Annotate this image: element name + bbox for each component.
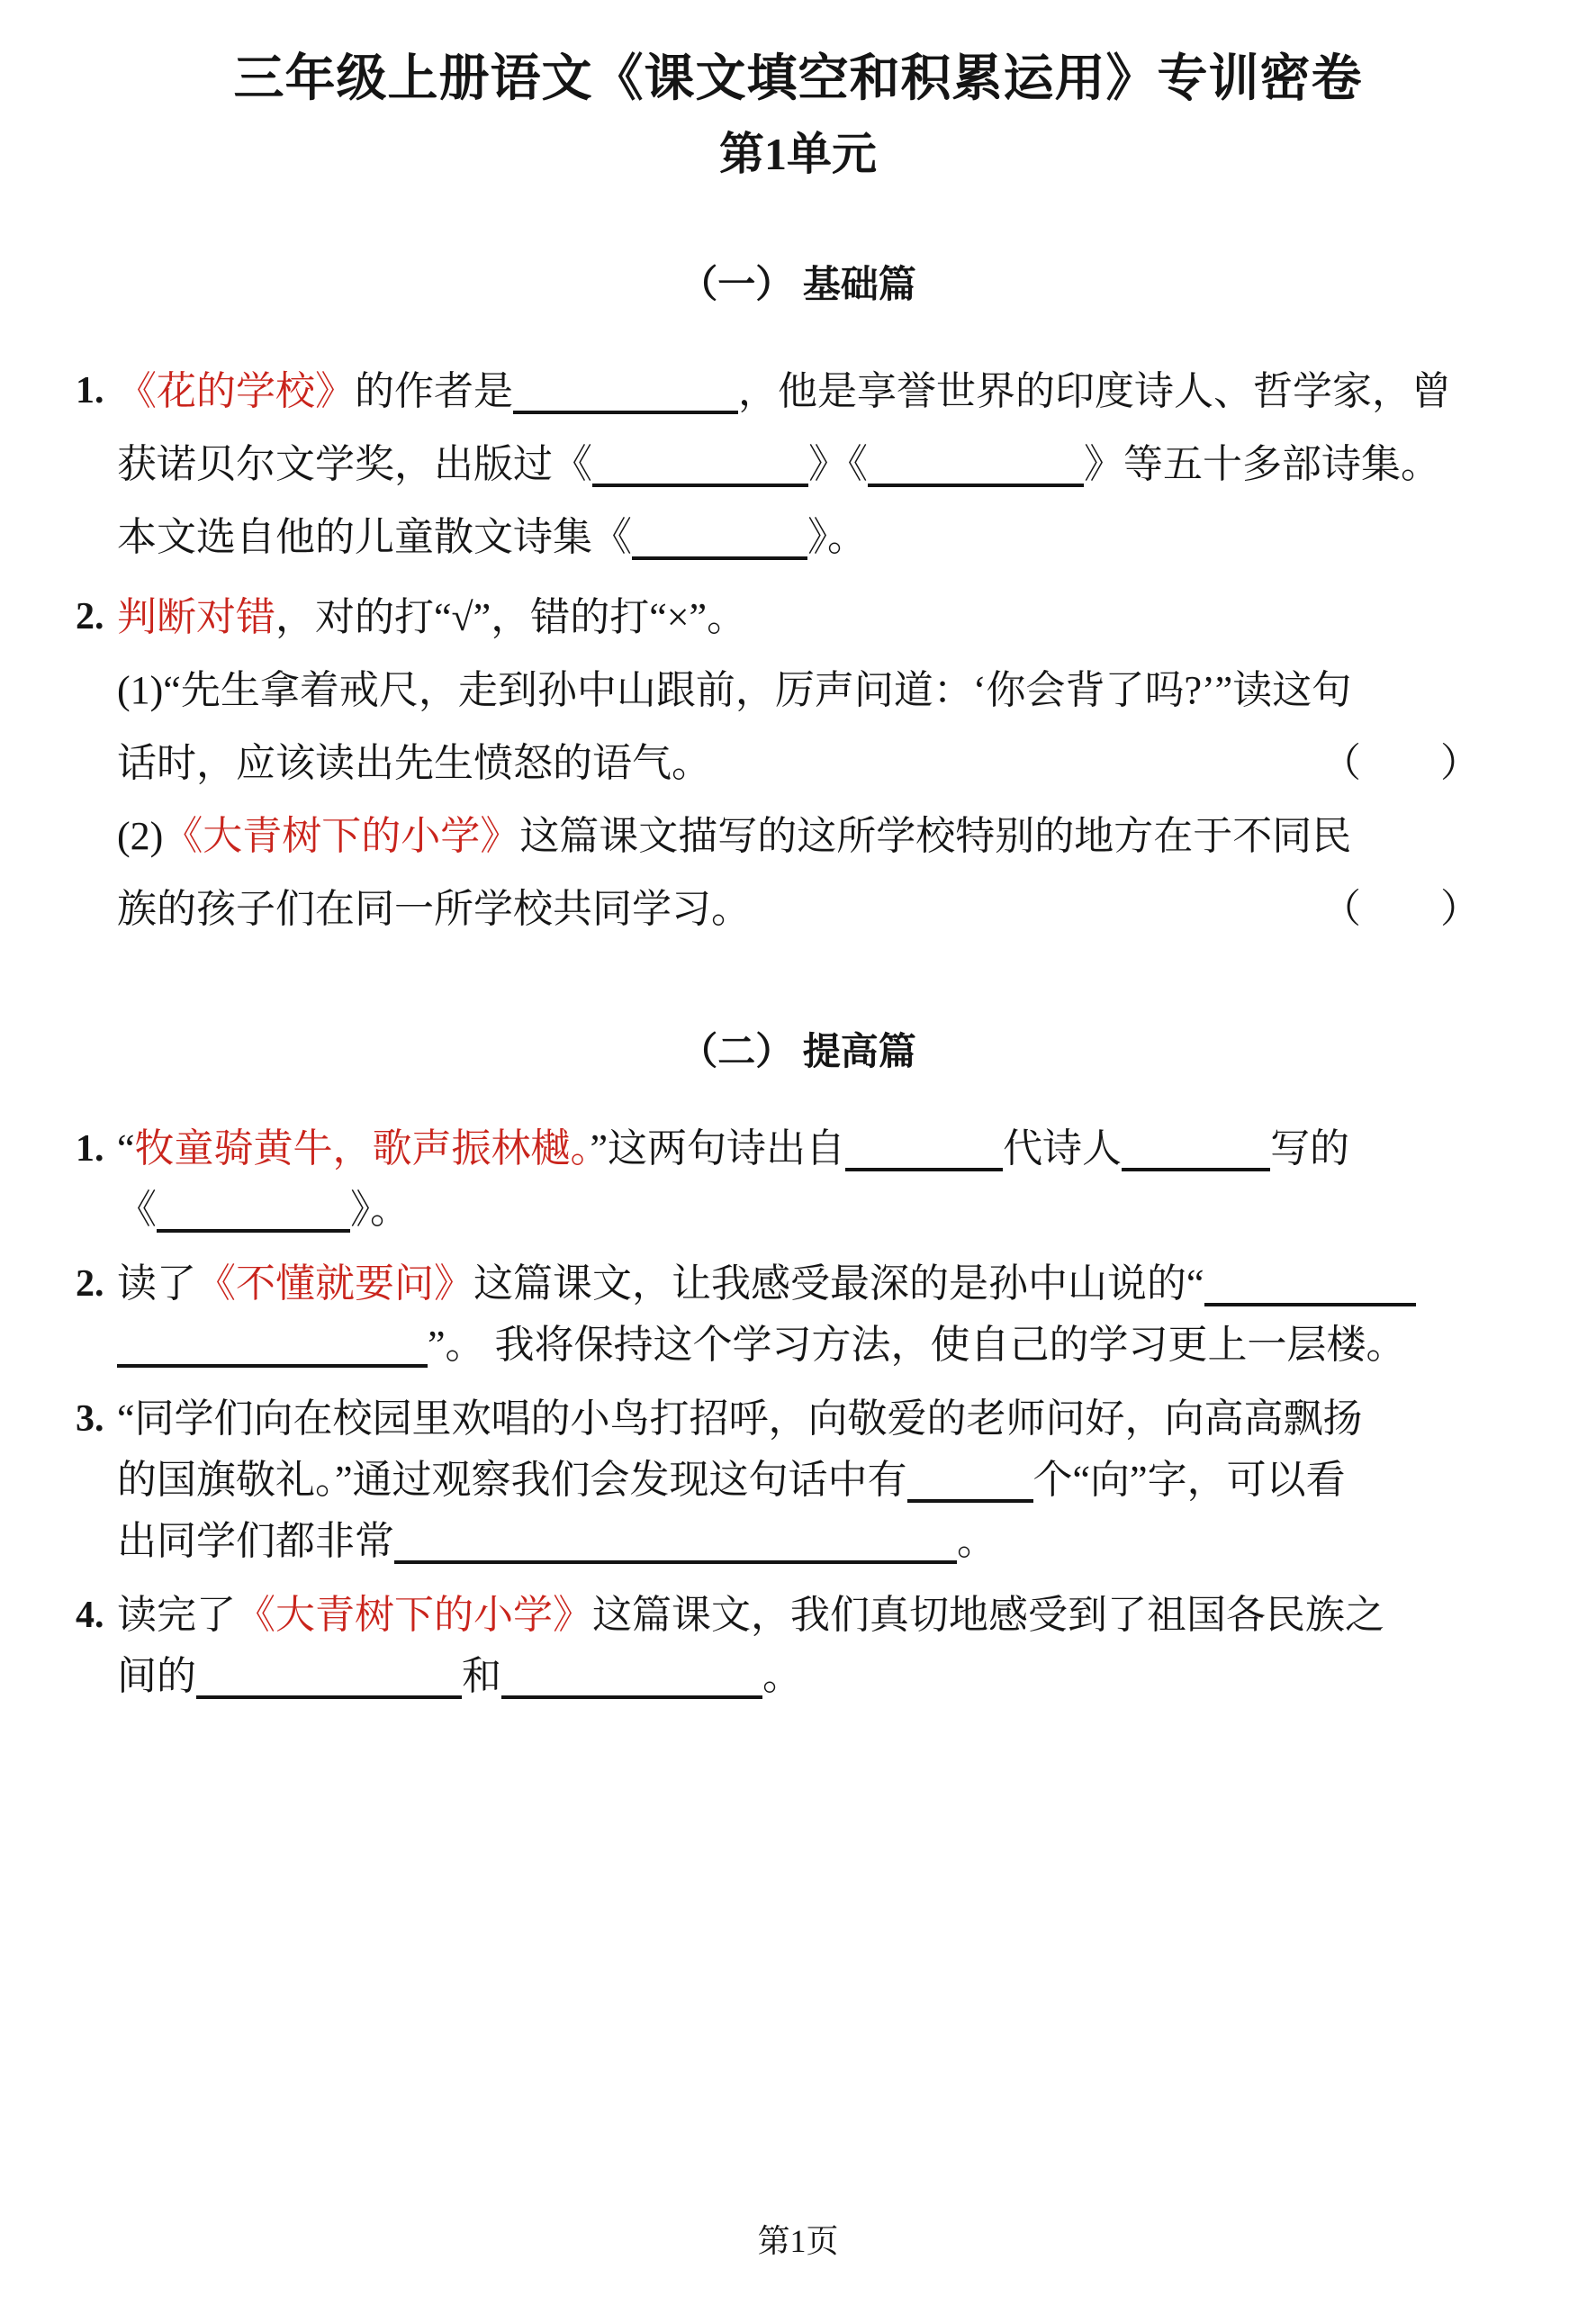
text-run: 》《 [808,442,868,486]
question [76,1253,1520,1376]
text-run: 出同学们都非常 [117,1519,394,1563]
text-run: 个“向”字，可以看 [1032,1458,1346,1502]
text-run: 这篇课文，我们真切地感受到了祖国各民族之 [592,1593,1384,1637]
fill-in-blank-line [394,1560,957,1564]
question-body [117,1118,1520,1241]
highlighted-text-run: 判断对错 [117,595,275,639]
text-run: 和 [462,1654,501,1698]
fill-in-blank-line [632,556,807,560]
text-line [117,800,1520,872]
question-number: 1. [76,370,104,411]
text-run: 读完了 [117,1593,236,1637]
text-line [117,355,1520,428]
text-line [117,1511,1520,1572]
question [76,581,1520,945]
text-run: “ [117,1126,135,1171]
text-run: 的国旗敬礼。”通过观察我们会发现这句话中有 [117,1458,907,1502]
text-line [117,1253,1520,1315]
question [76,355,1520,574]
text-run: (2) [117,814,164,858]
text-run: 。 [762,1654,802,1698]
answer-bracket: （ ） [1321,741,1480,785]
fill-in-blank-line [907,1499,1033,1503]
question-number: 3. [76,1398,104,1440]
question-body [117,355,1520,574]
page-title: 三年级上册语文《课文填空和积累运用》专训密卷 [233,51,1363,107]
question [76,1118,1520,1241]
text-line [117,654,1520,727]
text-line [117,501,1520,574]
page-subtitle: 第1单元 [719,129,877,179]
fill-in-blank-line [1204,1303,1416,1306]
text-run: 这篇课文描写的这所学校特别的地方在于不同民 [519,814,1352,858]
page-number: 第1页 [757,2223,839,2259]
text-run: 间的 [117,1654,196,1698]
text-line [117,428,1520,501]
text-line [117,1180,1520,1241]
text-run: 代诗人 [1003,1126,1123,1171]
fill-in-blank-line [868,484,1084,487]
text-run: 》。 [807,515,867,559]
fill-in-blank-line [845,1168,1003,1171]
text-run: ”这两句诗出自 [590,1126,846,1171]
text-run: 写的 [1270,1126,1350,1171]
text-run: 《 [117,1188,157,1232]
sub-question [117,800,1520,945]
question-number: 2. [76,596,104,637]
text-run: 》。 [350,1188,410,1232]
highlighted-text-run: 《花的学校》 [117,369,355,413]
fill-in-blank-line [513,411,738,414]
fill-in-blank-line [592,484,808,487]
fill-in-blank-line [1122,1168,1270,1171]
text-line [117,1450,1520,1511]
text-run: 的作者是 [355,369,513,413]
highlighted-text-run: 《大青树下的小学》 [236,1593,592,1637]
text-run: 这篇课文，让我感受最深的是孙中山说的“ [473,1261,1204,1306]
text-line [117,581,1520,654]
text-line [117,872,1520,945]
text-run: ，对的打“√”，错的打“×”。 [275,595,747,639]
text-line [117,1118,1520,1180]
questions-area [76,261,1520,1707]
question-number: 2. [76,1263,104,1305]
section-heading: （一） 基础篇 [680,265,916,306]
text-line [117,1646,1520,1707]
question [76,1585,1520,1707]
highlighted-text-run: 牧童骑黄牛，歌声振林樾。 [134,1126,591,1171]
highlighted-text-run: 《不懂就要问》 [196,1261,473,1306]
text-run: 获诺贝尔文学奖，出版过《 [117,442,592,486]
fill-in-blank-line [501,1695,762,1699]
highlighted-text-run: 《大青树下的小学》 [163,814,520,858]
question-body [117,1585,1520,1707]
question [76,1388,1520,1572]
question-number: 4. [76,1595,104,1636]
fill-in-blank-line [157,1229,350,1233]
text-line [117,1315,1520,1376]
text-run: 话时，应该读出先生愤怒的语气。 [117,741,711,785]
sub-question [117,654,1520,800]
question-body [117,1388,1520,1572]
text-run: 。 [957,1519,996,1563]
text-line [117,1388,1520,1450]
section-basic [76,261,1520,945]
question-body [117,581,1520,945]
question-body [117,1253,1520,1376]
text-line [117,727,1520,800]
text-run: (1)“先生拿着戒尺，走到孙中山跟前，厉声问道：‘你会背了吗?’”读这句 [117,668,1352,712]
text-run: 》等五十多部诗集。 [1084,442,1440,486]
text-run: 族的孩子们在同一所学校共同学习。 [117,887,751,931]
question-number: 1. [76,1128,104,1170]
section-advanced [76,1028,1520,1707]
section-heading: （二） 提高篇 [680,1032,916,1073]
fill-in-blank-line [117,1364,428,1368]
text-run: 读了 [117,1261,196,1306]
fill-in-blank-line [196,1695,462,1699]
text-run: “同学们向在校园里欢唱的小鸟打招呼，向敬爱的老师问好，向高高飘扬 [117,1397,1363,1441]
text-run: ”。 我将保持这个学习方法，使自己的学习更上一层楼。 [428,1323,1406,1367]
answer-bracket: （ ） [1321,887,1480,931]
text-run: ，他是享誉世界的印度诗人、哲学家，曾 [738,369,1451,413]
text-run: 本文选自他的儿童散文诗集《 [117,515,632,559]
text-line [117,1585,1520,1646]
